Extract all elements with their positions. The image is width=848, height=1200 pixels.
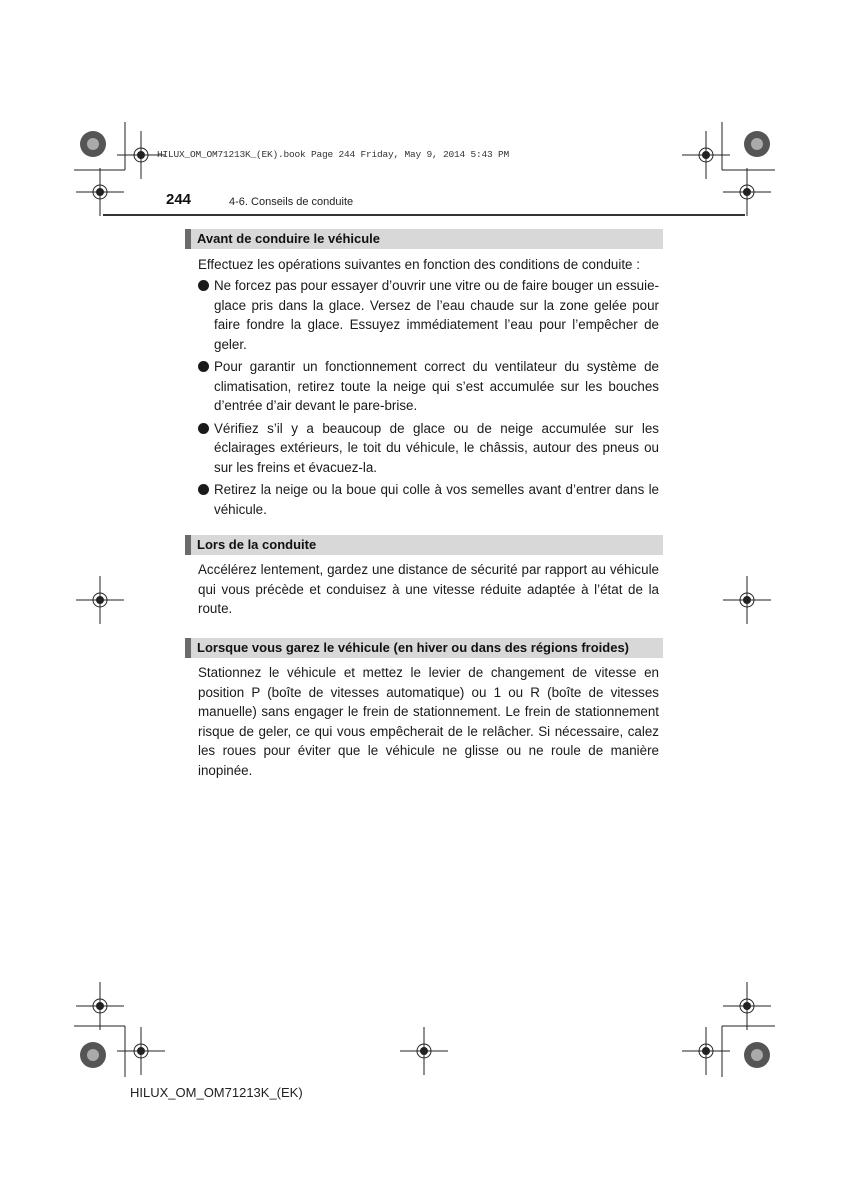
list-item-text: Ne forcez pas pour essayer d’ouvrir une vitre ou de faire bouger un essuie-glace pris dans la glace. Versez de l’eau chaude sur la zone gelée pour faire fondre la glace. Essuyez immédiatement l’eau pour l’empêcher de geler. (214, 278, 659, 352)
page-number: 244 (166, 191, 192, 208)
list-item-text: Vérifiez s’il y a beaucoup de glace ou de neige accumulée sur les éclairages extérieurs, le toit du véhicule, le châssis, autour des pneus ou sur les freins et évacuez-la. (214, 420, 659, 475)
color-target-icon (744, 1042, 770, 1068)
registration-mark-icon (723, 576, 771, 624)
list-item (198, 357, 659, 416)
list-item (198, 276, 659, 354)
registration-mark-icon (76, 982, 124, 1030)
list-item (198, 480, 659, 519)
section-heading: Lors de la conduite (185, 535, 663, 555)
registration-mark-icon (117, 1027, 165, 1075)
list-item-text: Pour garantir un fonctionnement correct du ventilateur du système de climatisation, retirez toute la neige qui s’est accumulée sur les bouches d’entrée d’air devant le pare-brise. (214, 359, 659, 413)
bullet-list (198, 276, 659, 522)
section-intro: Effectuez les opérations suivantes en fonction des conditions de conduite : (198, 257, 640, 272)
section-heading: Lorsque vous garez le véhicule (en hiver ou dans des régions froides) (185, 638, 663, 658)
bullet-icon (198, 280, 209, 291)
registration-mark-icon (682, 131, 730, 179)
header-rule (103, 214, 745, 216)
registration-mark-icon (76, 168, 124, 216)
list-item-text: Retirez la neige ou la boue qui colle à vos semelles avant d’entrer dans le véhicule. (214, 482, 659, 517)
list-item (198, 419, 659, 478)
section-body: Accélérez lentement, gardez une distance de sécurité par rapport au véhicule qui vous précède et conduisez à une vitesse réduite adaptée à l’état de la route. (198, 562, 659, 616)
section-title: 4-6. Conseils de conduite (229, 196, 354, 208)
bullet-icon (198, 361, 209, 372)
registration-mark-icon (76, 576, 124, 624)
color-target-icon (744, 131, 770, 157)
footer-code: HILUX_OM_OM71213K_(EK) (130, 1085, 303, 1100)
registration-mark-icon (723, 982, 771, 1030)
color-target-icon (80, 1042, 106, 1068)
registration-mark-icon (723, 168, 771, 216)
print-info: HILUX_OM_OM71213K_(EK).book Page 244 Friday, May 9, 2014 5:43 PM (157, 149, 510, 160)
bullet-icon (198, 423, 209, 434)
bullet-icon (198, 484, 209, 495)
registration-mark-icon (682, 1027, 730, 1075)
section-body: Stationnez le véhicule et mettez le levier de changement de vitesse en position P (boîte de vitesses automatique) ou 1 ou R (boîte de vitesses manuelle) sans engager le frein de stationnement. Le frein de stationnement risque de geler, ce qui vous empêcherait de le relâcher. Si nécessaire, calez les roues pour éviter que le véhicule ne glisse ou ne roule de manière inopinée. (198, 665, 659, 778)
registration-mark-icon (400, 1027, 448, 1075)
color-target-icon (80, 131, 106, 157)
section-heading: Avant de conduire le véhicule (185, 229, 663, 249)
